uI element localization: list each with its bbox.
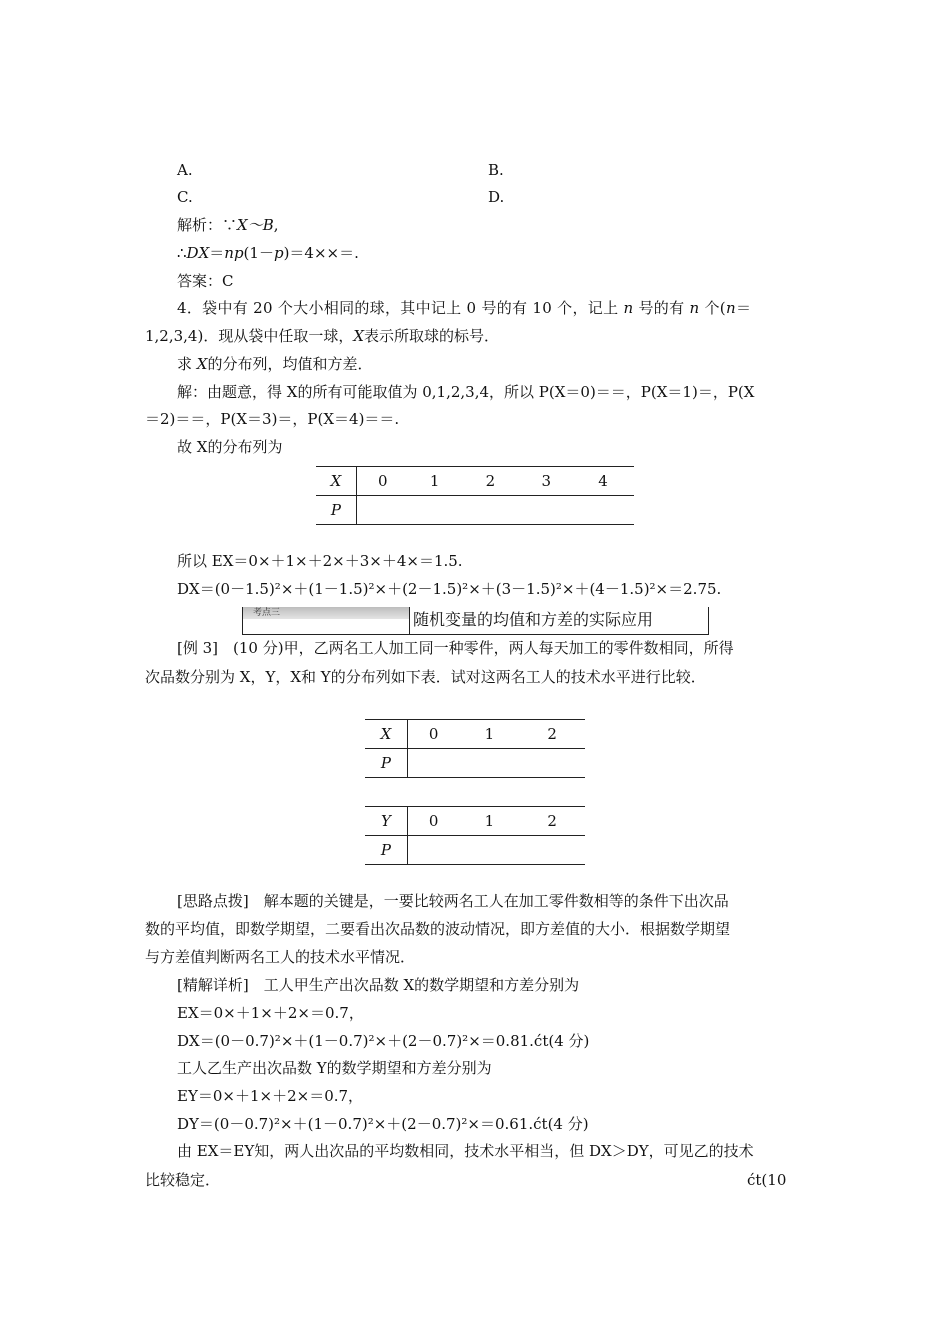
solution-dy: DY＝(0－0.7)²×＋(1－0.7)²×＋(2－0.7)²×＝0.61.ćt(4 分): [177, 1115, 589, 1133]
table-cell: 1: [409, 467, 461, 496]
table-cell: 2: [519, 807, 585, 836]
solution-dx: DX＝(0－0.7)²×＋(1－0.7)²×＋(2－0.7)²×＝0.81.ćt(4 分): [177, 1032, 590, 1050]
table-cell: [572, 496, 634, 525]
table-cell: 1: [460, 720, 520, 749]
hint-line2: 数的平均值，即数学期望，二要看出次品数的波动情况，即方差值的大小．根据数学期望: [145, 920, 731, 938]
table-row: [316, 467, 634, 496]
table-header-x: X: [316, 467, 356, 496]
option-a: A.: [177, 161, 193, 179]
table-cell: 4: [572, 467, 634, 496]
q4-solution-line2: ＝2)＝＝，P(X＝3)＝，P(X＝4)＝＝.: [145, 410, 400, 428]
table-cell: [520, 496, 572, 525]
q4-expectation: 所以 EX＝0×＋1×＋2×＋3×＋4×＝1.5.: [177, 552, 463, 570]
table-cell: [407, 836, 459, 865]
section-header: [242, 607, 709, 635]
table-cell: [519, 749, 585, 778]
table-row: [316, 496, 634, 525]
table-row: [365, 720, 585, 749]
hint-line1: [思路点拨] 解本题的关键是，一要比较两名工人在加工零件数相等的条件下出次品: [177, 892, 729, 910]
table-row: [365, 749, 585, 778]
table-cell: 1: [460, 807, 520, 836]
solution-conclusion-line2: 比较稳定．: [145, 1171, 221, 1189]
section-title: 随机变量的均值和方差的实际应用: [413, 610, 654, 629]
table-cell: 0: [356, 467, 408, 496]
table-cell: 0: [407, 720, 459, 749]
table-header-p: P: [365, 749, 407, 778]
table-cell: 0: [407, 807, 459, 836]
table-cell: [461, 496, 521, 525]
table-header-x: X: [365, 720, 407, 749]
solution-ey: EY＝0×＋1×＋2×＝0.7，: [177, 1087, 364, 1105]
q4-stem-line2: 1,2,3,4)．现从袋中任取一球，X表示所取球的标号．: [145, 327, 500, 345]
table-cell: [460, 836, 520, 865]
score-mark: ćt(10: [747, 1171, 787, 1189]
table-cell: 3: [520, 467, 572, 496]
table-row: [365, 836, 585, 865]
q4-dist-intro: 故 X的分布列为: [177, 438, 283, 456]
section-tag: 考点三: [243, 607, 409, 619]
table-cell: [356, 496, 408, 525]
q3-answer: 答案：C: [177, 272, 234, 290]
example3-table-x: [365, 719, 585, 778]
table-cell: 2: [461, 467, 521, 496]
section-divider: [409, 607, 410, 634]
q4-solution-line1: 解：由题意，得 X的所有可能取值为 0,1,2,3,4，所以 P(X＝0)＝＝，P(X＝1)＝，P(X: [177, 383, 755, 401]
example3-line2: 次品数分别为 X，Y，X和 Y的分布列如下表．试对这两名工人的技术水平进行比较．: [145, 668, 706, 686]
option-d: D.: [488, 188, 505, 206]
table-cell: [460, 749, 520, 778]
example3-table-y: [365, 806, 585, 865]
option-b: B.: [488, 161, 504, 179]
table-cell: 2: [519, 720, 585, 749]
q3-calc: ∴DX＝np(1－p)＝4××＝.: [177, 244, 359, 262]
q4-ask: 求 X的分布列，均值和方差．: [177, 355, 373, 373]
option-c: C.: [177, 188, 193, 206]
table-cell: [409, 496, 461, 525]
q4-stem-line1: 4．袋中有 20 个大小相同的球，其中记上 0 号的有 10 个，记上 n 号的有 n 个(n＝: [177, 299, 752, 317]
solution-worker-b: 工人乙生产出次品数 Y的数学期望和方差分别为: [177, 1059, 492, 1077]
solution-ex: EX＝0×＋1×＋2×＝0.7，: [177, 1004, 364, 1022]
example3-line1: [例 3] (10 分)甲，乙两名工人加工同一种零件，两人每天加工的零件数相同，所得: [177, 639, 734, 657]
table-cell: [519, 836, 585, 865]
q4-distribution-table: [316, 466, 634, 525]
table-row: [365, 807, 585, 836]
table-header-p: P: [365, 836, 407, 865]
solution-intro: [精解详析] 工人甲生产出次品数 X的数学期望和方差分别为: [177, 976, 580, 994]
solution-conclusion-line1: 由 EX＝EY知，两人出次品的平均数相同，技术水平相当，但 DX＞DY，可见乙的技术: [177, 1142, 754, 1160]
q3-analysis: 解析：∵X～B,: [177, 216, 279, 234]
table-header-y: Y: [365, 807, 407, 836]
hint-line3: 与方差值判断两名工人的技术水平情况．: [145, 948, 416, 966]
table-header-p: P: [316, 496, 356, 525]
table-cell: [407, 749, 459, 778]
q4-variance: DX＝(0－1.5)²×＋(1－1.5)²×＋(2－1.5)²×＋(3－1.5)²×＋(4－1.5)²×＝2.75.: [177, 580, 722, 598]
